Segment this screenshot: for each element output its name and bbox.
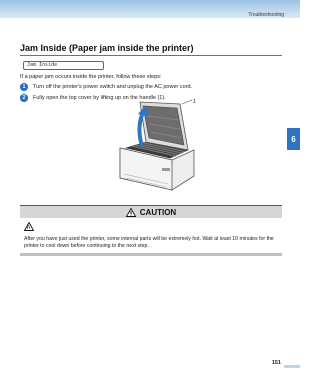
step-number: 1: [20, 83, 28, 91]
header-section-title: Troubleshooting: [248, 12, 284, 18]
caution-text: After you have just used the printer, some internal parts will be extremely hot. Wait at least 10 minutes for the printer to cool down before continuing to the next step.: [24, 236, 274, 249]
step-text: Turn off the printer's power switch and unplug the AC power cord.: [33, 84, 193, 90]
step-1: [20, 83, 192, 91]
step-text: Fully open the top cover by lifting up on the handle (1).: [33, 95, 166, 101]
page-title: Jam Inside (Paper jam inside the printer): [20, 43, 194, 53]
hot-surface-warning-icon: [24, 222, 34, 231]
lcd-message: Jam Inside: [23, 61, 104, 70]
printer-illustration: [102, 98, 202, 198]
caution-bottom-bar: [20, 253, 282, 256]
chapter-tab: 6: [287, 128, 300, 150]
warning-icon: [126, 208, 136, 217]
page-number-strip: [284, 365, 300, 368]
caution-header: [20, 206, 282, 218]
title-rule: [20, 55, 282, 56]
page-number: 151: [271, 360, 281, 366]
caution-title: CAUTION: [139, 207, 177, 217]
callout-label: 1: [193, 99, 196, 105]
step-number: 2: [20, 94, 28, 102]
intro-text: If a paper jam occurs inside the printer, follow these steps:: [20, 74, 162, 80]
